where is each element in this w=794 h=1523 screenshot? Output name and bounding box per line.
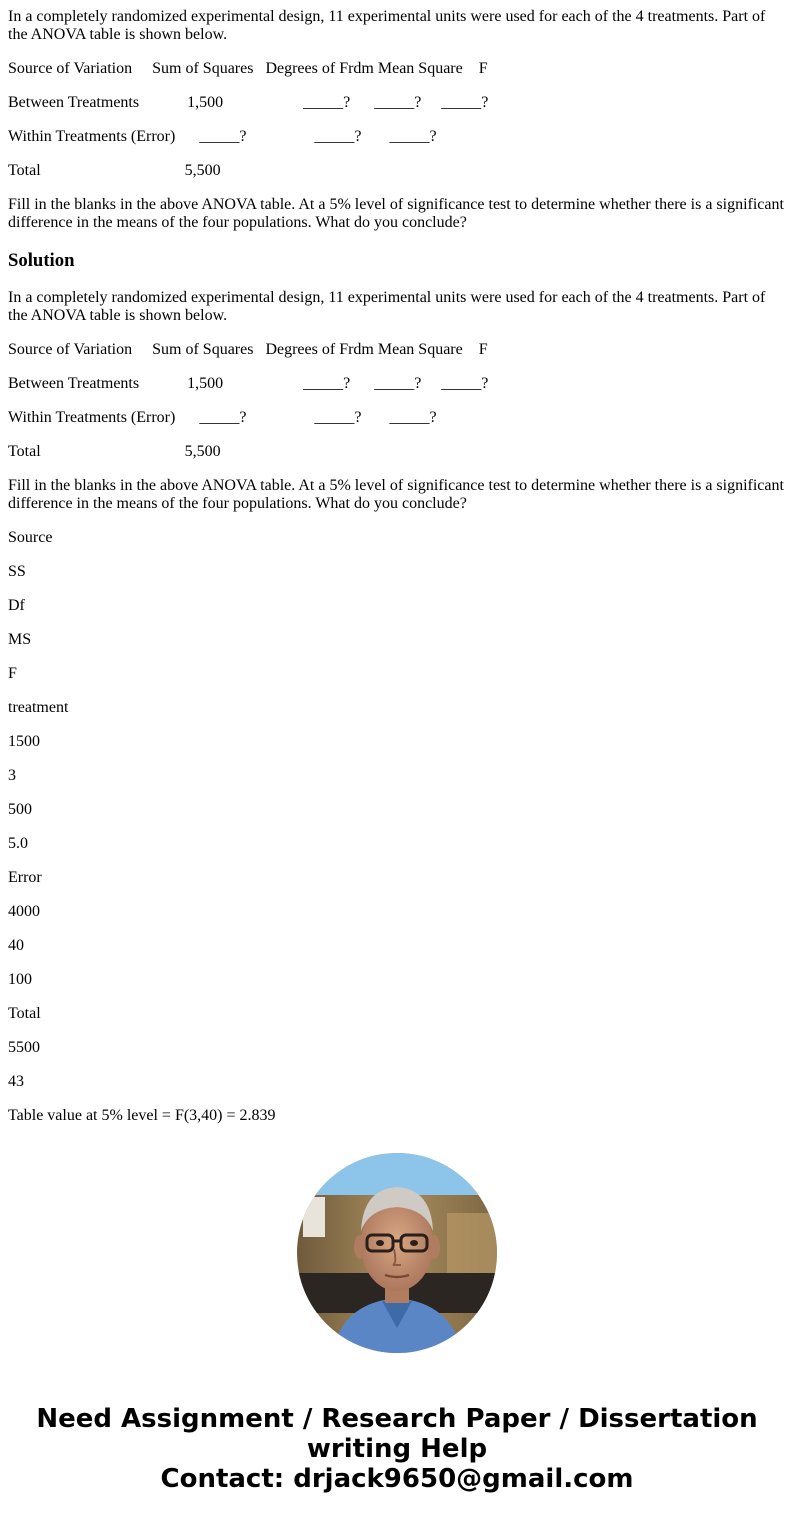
answer-cell: Df	[8, 597, 25, 614]
footer-contact-email: Contact: drjack9650@gmail.com	[160, 1464, 634, 1494]
answer-cell: 100	[8, 971, 32, 988]
answer-cell: MS	[8, 631, 32, 648]
author-avatar	[297, 1153, 497, 1353]
answer-cell: Total	[8, 1005, 41, 1022]
answer-cell: 3	[8, 767, 16, 784]
solution-between-row: Between Treatments 1,500 _____? _____? _____?	[8, 375, 489, 392]
footer-line-2: writing Help	[306, 1434, 488, 1464]
document-content	[8, 0, 786, 1125]
solution-prompt: Fill in the blanks in the above ANOVA table. At a 5% level of significance test to determine whether there is a significant difference in the means of the four populations. What do you conclude?	[8, 477, 784, 512]
solution-total-row: Total 5,500	[8, 443, 221, 460]
anova-header-row: Source of Variation Sum of Squares Degrees of Frdm Mean Square F	[8, 60, 488, 77]
answer-cell: Source	[8, 529, 53, 546]
answer-cell: 43	[8, 1073, 24, 1090]
question-intro: In a completely randomized experimental design, 11 experimental units were used for each of the 4 treatments. Part of the ANOVA table is shown below.	[8, 8, 766, 43]
answer-cell: 5.0	[8, 835, 28, 852]
answer-cell: F	[8, 665, 17, 682]
anova-total-row: Total 5,500	[8, 162, 221, 179]
solution-intro: In a completely randomized experimental design, 11 experimental units were used for each of the 4 treatments. Part of the ANOVA table is shown below.	[8, 289, 766, 324]
answer-cell: SS	[8, 563, 26, 580]
author-portrait-icon	[297, 1153, 497, 1353]
solution-header-row: Source of Variation Sum of Squares Degrees of Frdm Mean Square F	[8, 341, 488, 358]
anova-between-row: Between Treatments 1,500 _____? _____? _____?	[8, 94, 489, 111]
answer-cell: treatment	[8, 699, 69, 716]
answer-cell: 500	[8, 801, 32, 818]
solution-heading: Solution	[8, 250, 75, 271]
table-value-line: Table value at 5% level = F(3,40) = 2.839	[8, 1107, 276, 1124]
answer-cell: 4000	[8, 903, 40, 920]
anova-within-row: Within Treatments (Error) _____? _____? _____?	[8, 128, 437, 145]
solution-within-row: Within Treatments (Error) _____? _____? _____?	[8, 409, 437, 426]
contact-footer	[0, 1404, 794, 1494]
footer-line-1: Need Assignment / Research Paper / Dissertation	[36, 1404, 758, 1434]
answer-cell: Error	[8, 869, 42, 886]
answer-cell: 1500	[8, 733, 40, 750]
question-prompt: Fill in the blanks in the above ANOVA table. At a 5% level of significance test to determine whether there is a significant difference in the means of the four populations. What do you conclude?	[8, 196, 784, 231]
answer-cell: 5500	[8, 1039, 40, 1056]
answer-cell: 40	[8, 937, 24, 954]
